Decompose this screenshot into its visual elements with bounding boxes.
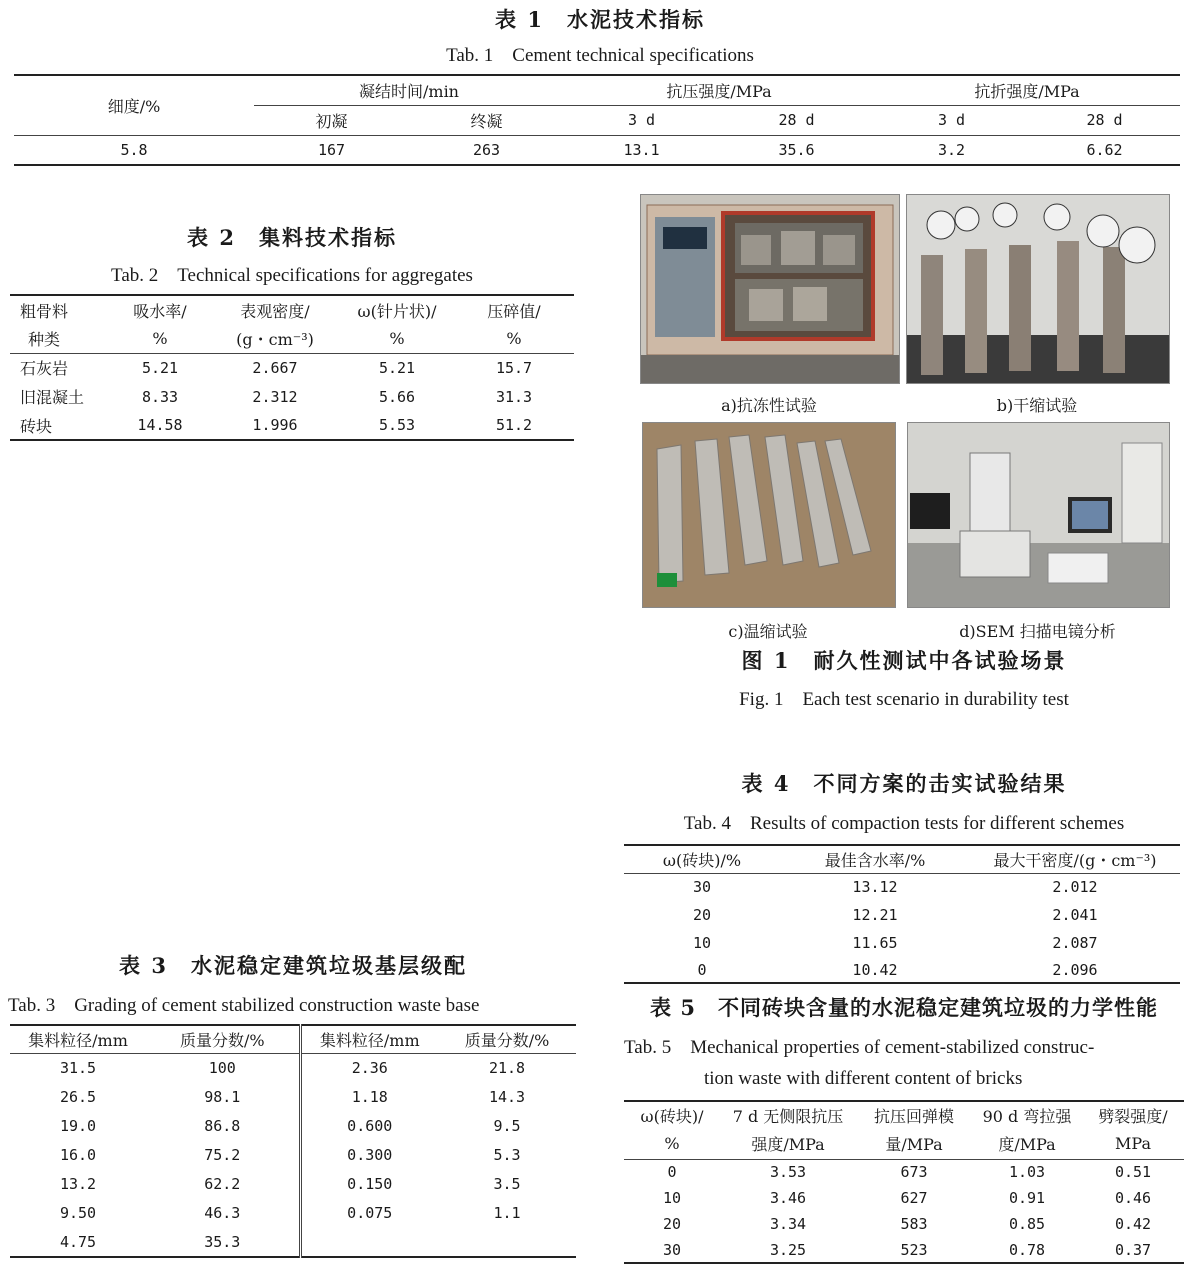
table1-header-28d: 28 d [778, 111, 815, 129]
table4-cell: 2.087 [1052, 934, 1098, 952]
table5-cell: 0.78 [1008, 1240, 1046, 1259]
table5-cell: 0.85 [1008, 1215, 1046, 1233]
figure1-title-en: Fig. 1 Each test scenario in durability test [739, 689, 1069, 710]
table3-cell: 46.3 [146, 1198, 300, 1227]
table3-cell: 21.8 [488, 1058, 526, 1077]
table4-cell: 0 [697, 960, 707, 979]
table3-cell: 5.3 [493, 1145, 521, 1164]
table1-header-fineness: 细度/% [107, 96, 161, 116]
table2-cell: 31.3 [495, 387, 533, 406]
table1-header-3d: 3 d [937, 111, 966, 129]
table1 [14, 74, 1180, 166]
table3-header: 质量分数/% [146, 1025, 300, 1053]
table4-cell: 11.65 [852, 934, 898, 952]
table2-header: % [152, 328, 168, 348]
table3-cell: 14.3 [488, 1087, 526, 1106]
table2-header: 吸水率/ [133, 301, 187, 321]
table3-cell: 35.3 [146, 1227, 300, 1257]
table4-header: 最大干密度/(g・cm⁻³) [993, 850, 1157, 870]
table2-header: (g・cm⁻³) [236, 329, 314, 349]
table5-cell: 3.34 [769, 1215, 807, 1233]
table2-cell: 8.33 [141, 387, 179, 406]
table3-cell: 31.5 [59, 1058, 97, 1077]
table2-cell: 石灰岩 [20, 359, 69, 379]
table3-cell: 0.150 [347, 1174, 393, 1193]
table2-title-cn: 表 2 集料技术指标 [187, 225, 397, 250]
table2-header: % [389, 328, 405, 348]
table3-cell: 3.5 [493, 1174, 521, 1193]
table4-cell: 30 [692, 878, 712, 897]
photo-temperature-shrinkage-test [642, 422, 896, 608]
table3-cell: 9.5 [493, 1116, 521, 1135]
table3-cell: 75.2 [146, 1140, 300, 1169]
table5-title-en-line2: tion waste with different content of bricks [704, 1068, 1023, 1089]
table3-cell: 9.50 [59, 1203, 97, 1222]
table5-cell: 1.03 [1008, 1163, 1046, 1182]
table2-cell: 砖块 [20, 416, 53, 436]
table5-header: 量/MPa [885, 1135, 943, 1155]
table5-header: 度/MPa [998, 1135, 1056, 1155]
table5-cell: 30 [662, 1240, 682, 1259]
table4-cell: 12.21 [852, 906, 898, 924]
table2-header: ω(针片状)/ [357, 301, 437, 321]
table5-header: 强度/MPa [751, 1135, 825, 1155]
table1-header-initial: 初凝 [315, 111, 348, 131]
table3-cell: 4.75 [59, 1232, 97, 1251]
table2-cell: 5.53 [378, 416, 416, 434]
table1-header-final: 终凝 [470, 111, 503, 131]
table5-header: MPa [1115, 1134, 1151, 1154]
table5-cell: 0.51 [1114, 1163, 1152, 1182]
table3-cell: 0.300 [347, 1145, 393, 1164]
table1-cell: 3.2 [937, 140, 966, 159]
table5-cell: 0.37 [1114, 1240, 1152, 1259]
table5-cell: 0.46 [1114, 1189, 1152, 1207]
table5-header: 抗压回弹模 [873, 1107, 954, 1126]
table3-header: 集料粒径/mm [28, 1030, 128, 1050]
table3-header: 质量分数/% [464, 1030, 550, 1050]
table5-cell: 627 [900, 1189, 928, 1207]
table3-cell [300, 1227, 438, 1257]
table3-title-en: Tab. 3 Grading of cement stabilized construction waste base [8, 995, 480, 1016]
table1-header-flexural: 抗折强度/MPa [874, 75, 1180, 105]
table5-cell: 3.46 [769, 1189, 807, 1207]
table3 [10, 1024, 576, 1258]
table1-header-3d: 3 d [627, 111, 656, 129]
table4-header: 最佳含水率/% [824, 850, 926, 870]
table1-header-28d: 28 d [1086, 111, 1123, 129]
table3-cell: 19.0 [59, 1116, 97, 1135]
table1-cell: 167 [317, 140, 346, 159]
table2-header: % [506, 328, 522, 348]
table5-header: % [664, 1134, 680, 1154]
table3-cell [438, 1227, 576, 1257]
caption-a: a)抗冻性试验 [721, 396, 817, 415]
table4 [624, 844, 1180, 984]
table3-cell: 98.1 [146, 1082, 300, 1111]
table3-cell: 62.2 [146, 1169, 300, 1198]
table2-cell: 5.21 [378, 358, 416, 377]
table3-cell: 13.2 [59, 1174, 97, 1193]
caption-d: d)SEM 扫描电镜分析 [959, 622, 1116, 641]
table2-header: 压碎值/ [487, 301, 541, 321]
table5-cell: 0 [667, 1163, 677, 1182]
caption-b: b)干缩试验 [996, 396, 1078, 415]
table2-cell: 旧混凝土 [20, 388, 85, 407]
table1-cell: 263 [472, 140, 501, 159]
photo-drying-shrinkage-test [906, 194, 1170, 384]
table1-header-setting: 凝结时间/min [254, 75, 564, 105]
table4-title-en: Tab. 4 Results of compaction tests for different schemes [683, 813, 1125, 834]
table3-cell: 1.1 [493, 1203, 521, 1222]
table2-cell: 14.58 [137, 416, 183, 434]
table5-cell: 10 [662, 1189, 682, 1207]
table5-title-en-line1: Tab. 5 Mechanical properties of cement-stabilized construc- [624, 1037, 1095, 1058]
table2-title-en: Tab. 2 Technical specifications for aggregates [111, 265, 473, 286]
table1-cell: 6.62 [1086, 140, 1123, 159]
table4-cell: 10 [692, 934, 712, 952]
photo-freeze-thaw-test [640, 194, 900, 384]
table4-cell: 2.096 [1052, 960, 1098, 979]
table5-cell: 3.53 [769, 1163, 807, 1182]
table3-cell: 2.36 [351, 1058, 388, 1077]
table5-title-cn: 表 5 不同砖块含量的水泥稳定建筑垃圾的力学性能 [650, 995, 1158, 1020]
table2-cell: 2.667 [252, 358, 298, 377]
table5-cell: 20 [662, 1215, 682, 1233]
photo-sem-analysis [907, 422, 1170, 608]
table5-cell: 583 [900, 1215, 928, 1233]
table2-cell: 51.2 [495, 416, 533, 434]
table2-cell: 5.66 [378, 387, 416, 406]
table5-cell: 3.25 [769, 1240, 807, 1259]
table2 [10, 294, 574, 441]
table4-cell: 2.041 [1052, 906, 1098, 924]
table5-cell: 673 [900, 1163, 928, 1182]
table1-cell: 5.8 [120, 140, 148, 159]
table5-header: 7 d 无侧限抗压 [732, 1107, 844, 1126]
table3-title-cn: 表 3 水泥稳定建筑垃圾基层级配 [119, 953, 467, 978]
table4-cell: 2.012 [1052, 878, 1098, 897]
table3-cell: 1.18 [351, 1087, 388, 1106]
table5-cell: 0.91 [1008, 1189, 1046, 1207]
table1-header-compressive: 抗压强度/MPa [564, 75, 874, 105]
table3-cell: 100 [146, 1053, 300, 1082]
table5-header: 劈裂强度/ [1098, 1107, 1168, 1126]
table5-header: 90 d 弯拉强 [982, 1107, 1072, 1126]
table5-cell: 0.42 [1114, 1215, 1152, 1233]
table2-header: 粗骨料 [20, 301, 69, 321]
table3-cell: 86.8 [146, 1111, 300, 1140]
table3-header: 集料粒径/mm [319, 1030, 420, 1050]
table4-cell: 13.12 [852, 878, 898, 897]
table2-cell: 2.312 [252, 387, 298, 406]
table5-cell: 523 [900, 1240, 928, 1259]
table4-header: ω(砖块)/% [662, 850, 742, 870]
table2-header: 种类 [28, 329, 61, 349]
table3-cell: 16.0 [59, 1145, 97, 1164]
table2-cell: 1.996 [252, 416, 298, 434]
table2-header: 表观密度/ [240, 301, 310, 321]
table3-cell: 26.5 [59, 1087, 97, 1106]
table4-title-cn: 表 4 不同方案的击实试验结果 [741, 771, 1067, 796]
table3-cell: 0.600 [347, 1116, 393, 1135]
caption-c: c)温缩试验 [728, 622, 808, 641]
table4-cell: 10.42 [852, 960, 898, 979]
figure1-title-cn: 图 1 耐久性测试中各试验场景 [741, 648, 1067, 673]
table5-header: ω(砖块)/ [640, 1107, 704, 1126]
table1-title-cn: 表 1 水泥技术指标 [495, 7, 705, 32]
table1-cell: 13.1 [623, 140, 660, 159]
table1-cell: 35.6 [778, 140, 815, 159]
table2-cell: 15.7 [495, 358, 533, 377]
table3-cell: 0.075 [347, 1203, 393, 1222]
table5 [624, 1100, 1184, 1264]
table2-cell: 5.21 [141, 358, 179, 377]
table1-title-en: Tab. 1 Cement technical specifications [446, 45, 754, 66]
table4-cell: 20 [692, 906, 712, 924]
